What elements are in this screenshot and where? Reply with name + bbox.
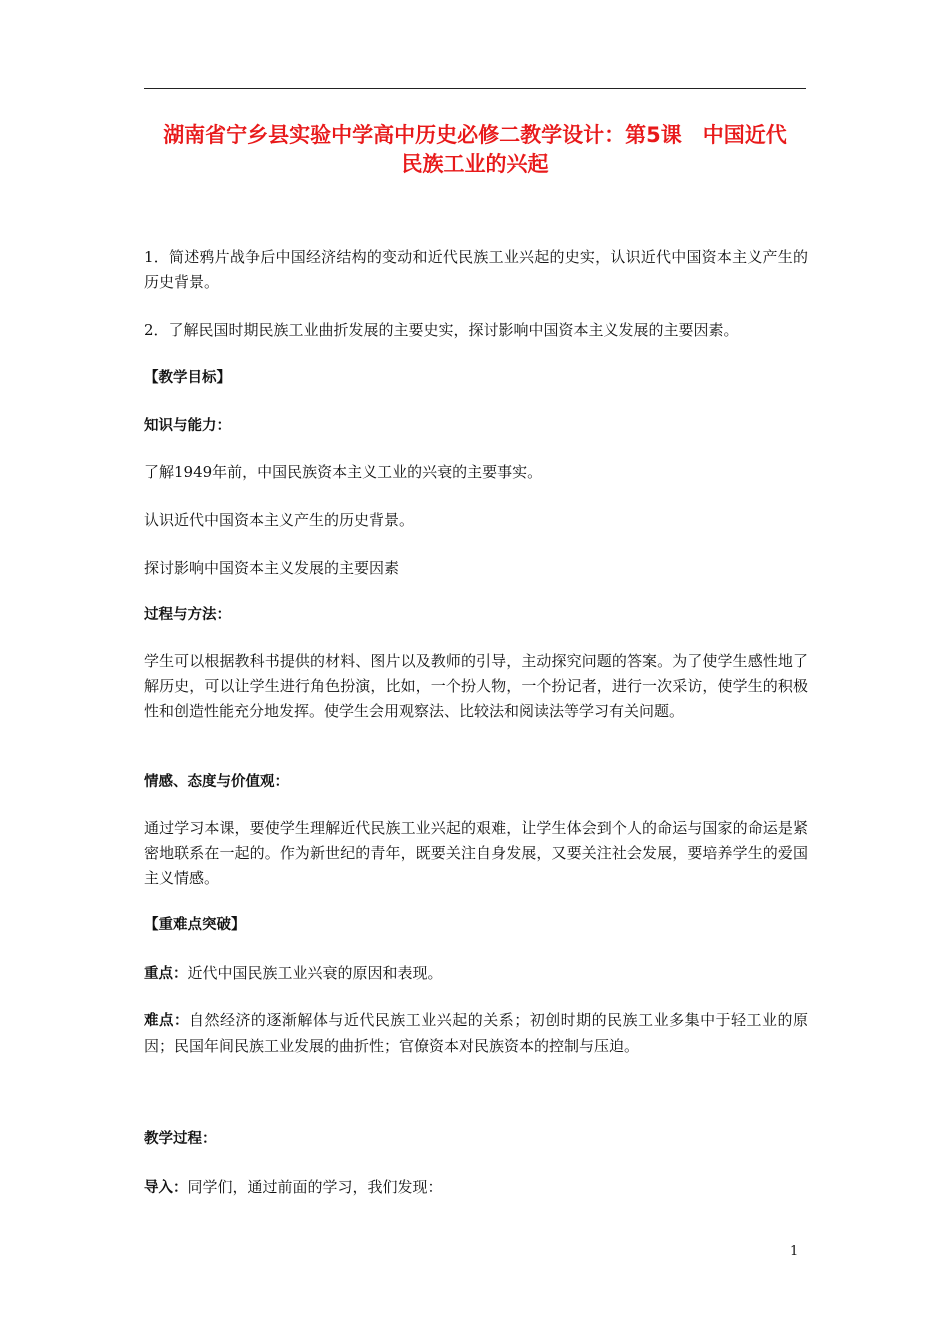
process-paragraph: 学生可以根据教科书提供的材料、图片以及教师的引导，主动探究问题的答案。为了使学生感性地了解历史，可以让学生进行角色扮演，比如，一个扮人物，一个扮记者，进行一次采访，使学生的积极性和创造性能充分地发挥。使学生会用观察法、比较法和阅读法等学习有关问题。 xyxy=(144,652,808,720)
objectives-heading: 【教学目标】 xyxy=(144,370,231,386)
process-heading: 过程与方法： xyxy=(144,607,231,623)
emotion-heading: 情感、态度与价值观： xyxy=(144,774,289,790)
difficulty-point xyxy=(144,1008,808,1059)
intro-paragraph-2: 2．了解民国时期民族工业曲折发展的主要史实，探讨影响中国资本主义发展的主要因素。 xyxy=(144,321,739,339)
knowledge-item-1: 了解1949年前，中国民族资本主义工业的兴衰的主要事实。 xyxy=(144,463,543,481)
emotion-paragraph: 通过学习本课，要使学生理解近代民族工业兴起的艰难，让学生体会到个人的命运与国家的命运是紧密地联系在一起的。作为新世纪的青年，既要关注自身发展，又要关注社会发展，要培养学生的爱国主义情感。 xyxy=(144,819,808,887)
header-rule xyxy=(144,88,806,89)
key-point xyxy=(144,961,808,987)
key-text: 近代中国民族工业兴衰的原因和表现。 xyxy=(187,964,443,982)
lead-in-label: 导入： xyxy=(144,1180,188,1196)
title-line-1: 湖南省宁乡县实验中学高中历史必修二教学设计：第5课 中国近代 xyxy=(163,123,787,147)
intro-paragraph-1: 1．简述鸦片战争后中国经济结构的变动和近代民族工业兴起的史实，认识近代中国资本主义产生的历史背景。 xyxy=(144,248,808,291)
difficulty-text: 自然经济的逐渐解体与近代民族工业兴起的关系；初创时期的民族工业多集中于轻工业的原因；民国年间民族工业发展的曲折性；官僚资本对民族资本的控制与压迫。 xyxy=(144,1011,808,1055)
knowledge-heading: 知识与能力： xyxy=(144,418,231,434)
lead-in-text: 同学们，通过前面的学习，我们发现： xyxy=(187,1178,443,1196)
document-title xyxy=(144,121,806,179)
title-line-2: 民族工业的兴起 xyxy=(401,152,549,176)
page-number: 1 xyxy=(790,1244,799,1259)
knowledge-item-2: 认识近代中国资本主义产生的历史背景。 xyxy=(144,511,415,529)
key-label: 重点： xyxy=(144,966,188,982)
teaching-process-heading: 教学过程： xyxy=(144,1131,217,1147)
difficulty-label: 难点： xyxy=(144,1013,189,1029)
keypoints-heading: 【重难点突破】 xyxy=(144,917,246,933)
lead-in xyxy=(144,1175,808,1201)
knowledge-item-3: 探讨影响中国资本主义发展的主要因素 xyxy=(144,559,400,577)
